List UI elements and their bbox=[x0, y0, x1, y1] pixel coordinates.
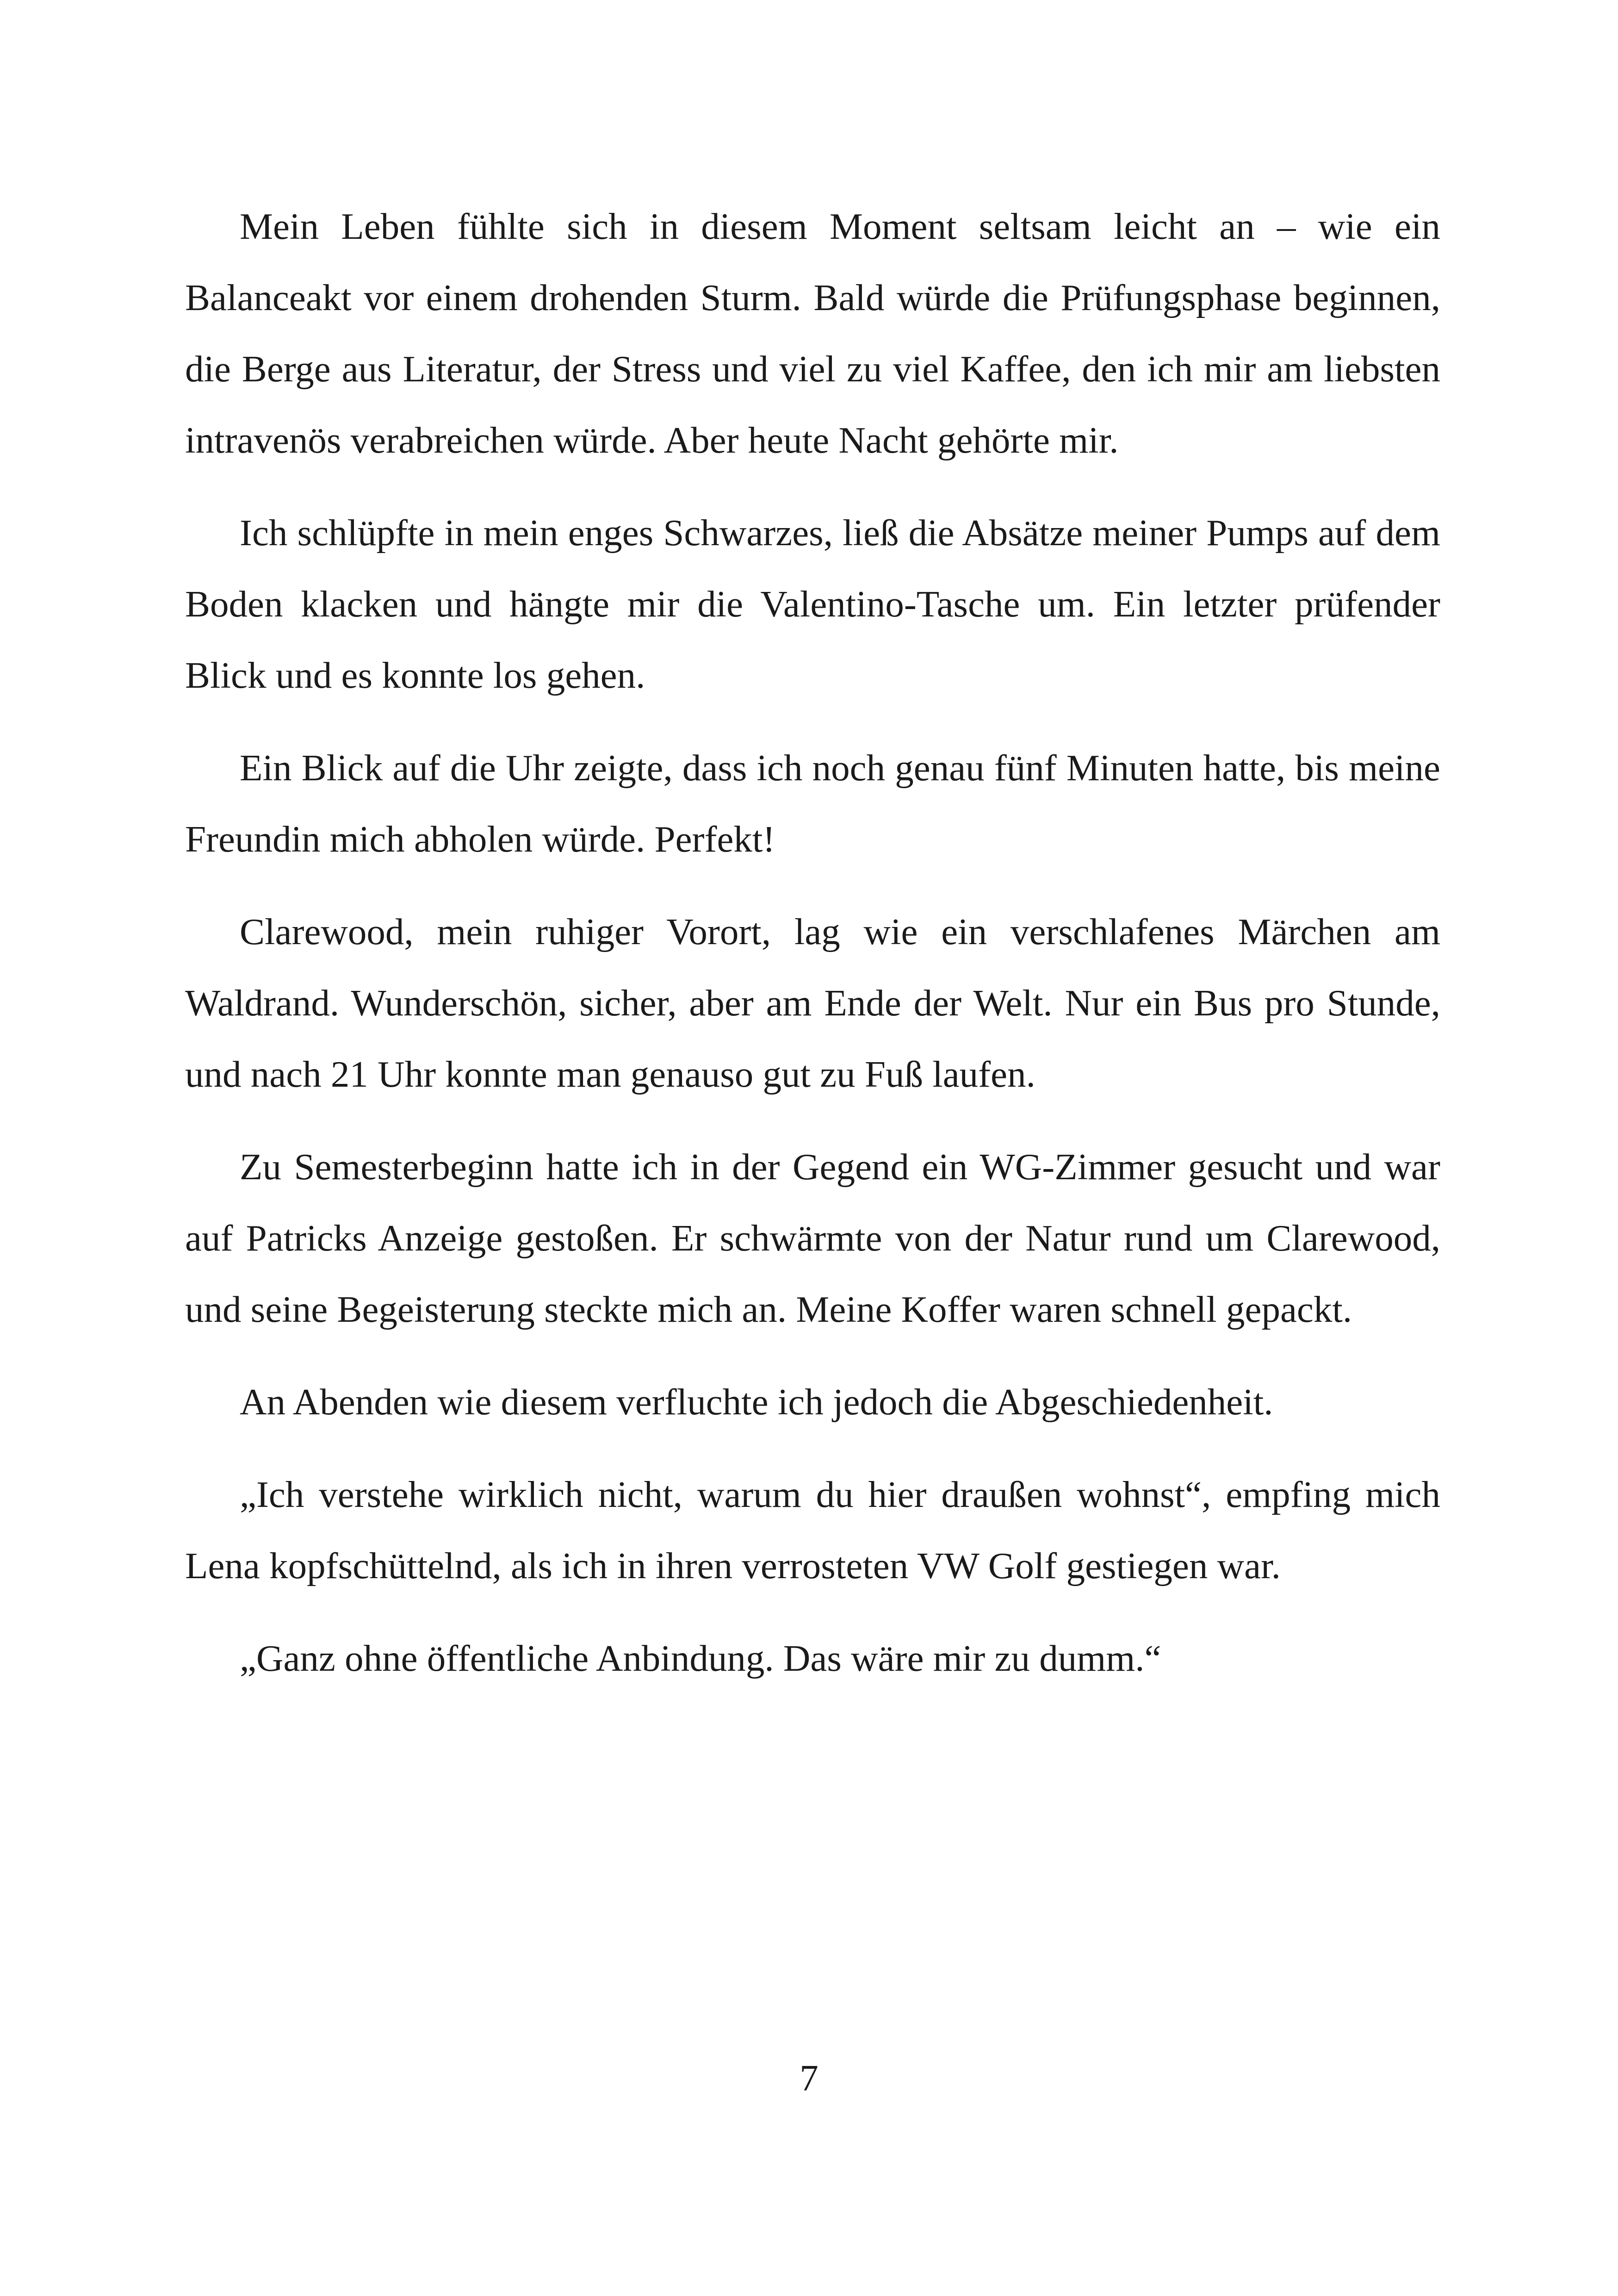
paragraph: „Ich verstehe wirklich nicht, warum du hier draußen wohnst“, empfing mich Lena kopfschüttelnd, als ich in ihren verrosteten VW Golf gestiegen war. bbox=[185, 1474, 1440, 1587]
paragraph: Ein Blick auf die Uhr zeigte, dass ich noch genau fünf Minuten hatte, bis meine Freundin mich abholen würde. Perfekt! bbox=[185, 747, 1440, 860]
paragraph: Ich schlüpfte in mein enges Schwarzes, ließ die Absätze meiner Pumps auf dem Boden klacken und hängte mir die Valentino-Tasche um. Ein letzter prüfender Blick und es konnte los gehen. bbox=[185, 512, 1440, 696]
page-number: 7 bbox=[800, 2057, 818, 2099]
paragraph: Clarewood, mein ruhiger Vorort, lag wie ein verschlafenes Märchen am Waldrand. Wunderschön, sicher, aber am Ende der Welt. Nur ein Bus pro Stunde, und nach 21 Uhr konnte man genauso gut zu Fuß laufen. bbox=[185, 911, 1440, 1095]
paragraph: „Ganz ohne öffentliche Anbindung. Das wäre mir zu dumm.“ bbox=[240, 1637, 1161, 1679]
body-text bbox=[185, 191, 1440, 1694]
paragraph: Zu Semesterbeginn hatte ich in der Gegend ein WG-Zimmer gesucht und war auf Patricks Anzeige gestoßen. Er schwärmte von der Natur rund um Clarewood, und seine Begeisterung steckte mich an. Meine Koffer waren schnell gepackt. bbox=[185, 1146, 1440, 1330]
paragraph: An Abenden wie diesem verfluchte ich jedoch die Abgeschiedenheit. bbox=[240, 1381, 1273, 1423]
paragraph: Mein Leben fühlte sich in diesem Moment seltsam leicht an – wie ein Balanceakt vor einem drohenden Sturm. Bald würde die Prüfungsphase beginnen, die Berge aus Literatur, der Stress und viel zu viel Kaffee, den ich mir am liebsten intravenös verabreichen würde. Aber heute Nacht gehörte mir. bbox=[185, 205, 1440, 461]
